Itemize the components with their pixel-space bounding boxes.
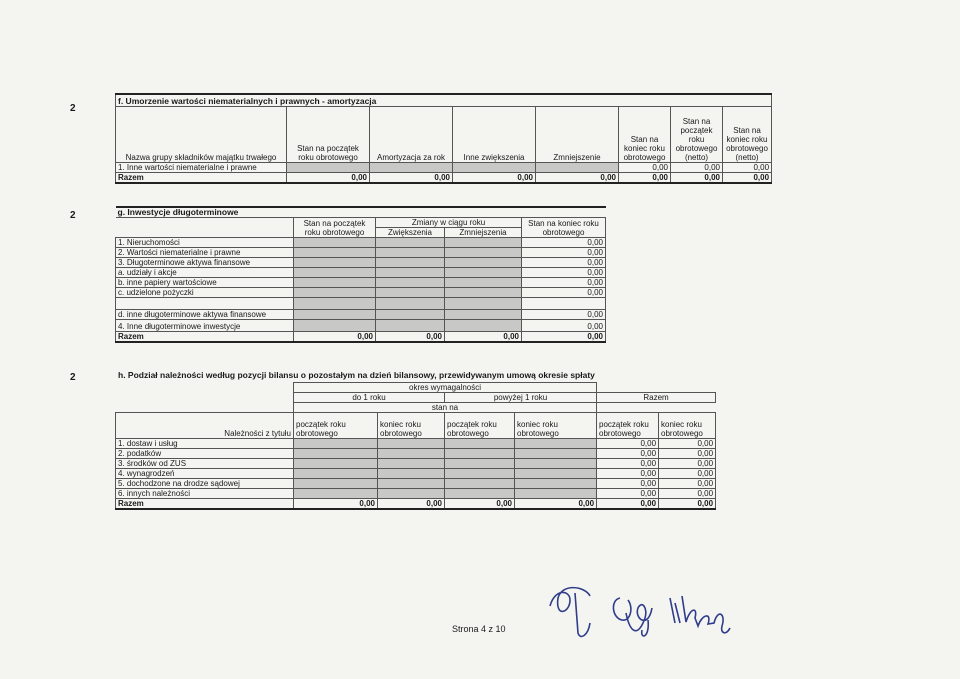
h-col-start-total: początek roku obrotowego [597, 413, 659, 439]
h-header-blank [116, 383, 294, 393]
shaded-cell [376, 320, 445, 332]
f-total-cell: 0,00 [453, 173, 536, 184]
section-f-title: f. Umorzenie wartości niematerialnych i prawnych - amortyzacja [116, 94, 772, 107]
f-col-other-increase: Inne zwiększenia [453, 107, 536, 163]
shaded-cell [445, 439, 515, 449]
shaded-cell [445, 268, 522, 278]
section-h-number: 2 [70, 372, 76, 383]
shaded-cell [294, 489, 378, 499]
f-total-cell: 0,00 [536, 173, 619, 184]
f-cell: 0,00 [619, 163, 671, 173]
g-header-blank [116, 218, 294, 238]
f-cell: 0,00 [723, 163, 772, 173]
receivables-table [115, 382, 716, 510]
g-row-label: 3. Długoterminowe aktywa finansowe [116, 258, 294, 268]
shaded-cell [294, 248, 376, 258]
amortization-table [115, 93, 772, 184]
table-row [116, 479, 716, 489]
h-cell: 0,00 [597, 439, 659, 449]
g-total-cell: 0,00 [522, 332, 606, 343]
g-row-label: d. inne długoterminowe aktywa finansowe [116, 310, 294, 320]
h-cell: 0,00 [659, 489, 716, 499]
shaded-cell [378, 489, 445, 499]
h-cell: 0,00 [597, 489, 659, 499]
h-total-cell: 0,00 [515, 499, 597, 510]
g-total-label: Razem [116, 332, 294, 343]
shaded-cell [294, 288, 376, 298]
shaded-cell [515, 489, 597, 499]
shaded-cell [445, 489, 515, 499]
h-cell: 0,00 [659, 459, 716, 469]
table-row [116, 288, 606, 298]
h-total-cell: 0,00 [659, 499, 716, 510]
h-header-blank [597, 403, 716, 413]
shaded-cell [445, 258, 522, 268]
shaded-cell [376, 238, 445, 248]
table-row [116, 459, 716, 469]
g-cell: 0,00 [522, 238, 606, 248]
page-footer: Strona 4 z 10 [452, 624, 506, 634]
h-total-cell: 0,00 [378, 499, 445, 510]
h-col-end-2: koniec roku obrotowego [515, 413, 597, 439]
shaded-cell [294, 268, 376, 278]
h-cell: 0,00 [659, 479, 716, 489]
g-total-cell: 0,00 [376, 332, 445, 343]
g-cell [522, 298, 606, 310]
long-term-investments-table [115, 206, 606, 343]
h-col-over1: powyżej 1 roku [445, 393, 597, 403]
table-row [116, 489, 716, 499]
shaded-cell [370, 163, 453, 173]
shaded-cell [445, 459, 515, 469]
h-col-label: Należności z tytułu [116, 413, 294, 439]
shaded-cell [378, 469, 445, 479]
g-total-cell: 0,00 [445, 332, 522, 343]
shaded-cell [287, 163, 370, 173]
shaded-cell [515, 459, 597, 469]
section-g-title: g. Inwestycje długoterminowe [116, 207, 606, 218]
table-row-total [116, 332, 606, 343]
h-row-label: 3. środków od ZUS [116, 459, 294, 469]
shaded-cell [445, 449, 515, 459]
handwritten-signature-icon [530, 578, 750, 648]
h-cell: 0,00 [659, 439, 716, 449]
h-header-blank [597, 383, 716, 393]
shaded-cell [376, 268, 445, 278]
g-row-label: a. udziały i akcje [116, 268, 294, 278]
shaded-cell [536, 163, 619, 173]
shaded-cell [445, 248, 522, 258]
shaded-cell [378, 459, 445, 469]
g-cell: 0,00 [522, 258, 606, 268]
shaded-cell [294, 479, 378, 489]
h-total-cell: 0,00 [597, 499, 659, 510]
g-col-decrease: Zmniejszenia [445, 228, 522, 238]
g-row-label [116, 298, 294, 310]
h-row-label: 2. podatków [116, 449, 294, 459]
shaded-cell [453, 163, 536, 173]
shaded-cell [294, 320, 376, 332]
f-row-label: 1. Inne wartości niematerialne i prawne [116, 163, 287, 173]
shaded-cell [515, 479, 597, 489]
h-total-cell: 0,00 [294, 499, 378, 510]
shaded-cell [376, 288, 445, 298]
shaded-cell [445, 310, 522, 320]
f-col-end: Stan na koniec roku obrotowego [619, 107, 671, 163]
shaded-cell [294, 449, 378, 459]
shaded-cell [378, 449, 445, 459]
h-col-start-2: początek roku obrotowego [445, 413, 515, 439]
g-row-label: c. udzielone pożyczki [116, 288, 294, 298]
f-col-decrease: Zmniejszenie [536, 107, 619, 163]
section-f-number: 2 [70, 103, 76, 114]
g-cell: 0,00 [522, 278, 606, 288]
h-total-cell: 0,00 [445, 499, 515, 510]
shaded-cell [376, 248, 445, 258]
shaded-cell [294, 439, 378, 449]
table-row [116, 238, 606, 248]
shaded-cell [294, 459, 378, 469]
g-cell: 0,00 [522, 288, 606, 298]
shaded-cell [294, 258, 376, 268]
table-row [116, 278, 606, 288]
h-cell: 0,00 [597, 479, 659, 489]
shaded-cell [445, 469, 515, 479]
h-cell: 0,00 [659, 469, 716, 479]
f-col-group-name: Nazwa grupy składników majątku trwałego [116, 107, 287, 163]
shaded-cell [294, 310, 376, 320]
f-total-cell: 0,00 [723, 173, 772, 184]
h-row-label: 1. dostaw i usług [116, 439, 294, 449]
f-cell: 0,00 [671, 163, 723, 173]
shaded-cell [294, 298, 376, 310]
f-col-end-net: Stan na koniec roku obrotowego (netto) [723, 107, 772, 163]
table-row-total [116, 173, 772, 184]
h-col-end-1: koniec roku obrotowego [378, 413, 445, 439]
shaded-cell [445, 278, 522, 288]
shaded-cell [515, 439, 597, 449]
shaded-cell [376, 298, 445, 310]
h-row-label: 4. wynagrodzeń [116, 469, 294, 479]
shaded-cell [376, 310, 445, 320]
table-row [116, 310, 606, 320]
shaded-cell [445, 288, 522, 298]
h-cell: 0,00 [597, 459, 659, 469]
g-cell: 0,00 [522, 268, 606, 278]
h-row-label: 6. innych należności [116, 489, 294, 499]
f-total-cell: 0,00 [671, 173, 723, 184]
f-total-cell: 0,00 [370, 173, 453, 184]
h-col-total: Razem [597, 393, 716, 403]
table-row [116, 298, 606, 310]
table-row-total [116, 499, 716, 510]
shaded-cell [378, 479, 445, 489]
f-total-cell: 0,00 [287, 173, 370, 184]
shaded-cell [294, 278, 376, 288]
h-header-blank [116, 393, 294, 403]
g-row-label: 1. Nieruchomości [116, 238, 294, 248]
h-col-state: stan na [294, 403, 597, 413]
section-g-number: 2 [70, 210, 76, 221]
table-row [116, 439, 716, 449]
table-row [116, 469, 716, 479]
f-total-label: Razem [116, 173, 287, 184]
table-row [116, 320, 606, 332]
g-col-end: Stan na koniec roku obrotowego [522, 218, 606, 238]
h-col-end-total: koniec roku obrotowego [659, 413, 716, 439]
h-total-label: Razem [116, 499, 294, 510]
f-col-start-net: Stan na początek roku obrotowego (netto) [671, 107, 723, 163]
shaded-cell [376, 278, 445, 288]
h-cell: 0,00 [659, 449, 716, 459]
section-h-title: h. Podział należności według pozycji bilansu o pozostałym na dzień bilansowy, przewidywanym umową okresie spłaty [118, 370, 595, 380]
g-row-label: b. inne papiery wartościowe [116, 278, 294, 288]
g-row-label: 4. Inne długoterminowe inwestycje [116, 320, 294, 332]
f-col-amortization: Amortyzacja za rok [370, 107, 453, 163]
shaded-cell [445, 320, 522, 332]
shaded-cell [515, 449, 597, 459]
table-row [116, 268, 606, 278]
h-header-blank [116, 403, 294, 413]
g-col-changes: Zmiany w ciągu roku [376, 218, 522, 228]
g-cell: 0,00 [522, 248, 606, 258]
g-col-start: Stan na początek roku obrotowego [294, 218, 376, 238]
g-row-label: 2. Wartości niematerialne i prawne [116, 248, 294, 258]
table-row [116, 258, 606, 268]
table-row [116, 163, 772, 173]
table-row [116, 248, 606, 258]
shaded-cell [445, 479, 515, 489]
shaded-cell [376, 258, 445, 268]
shaded-cell [445, 238, 522, 248]
shaded-cell [378, 439, 445, 449]
h-cell: 0,00 [597, 469, 659, 479]
shaded-cell [445, 298, 522, 310]
table-row [116, 449, 716, 459]
h-col-upto1: do 1 roku [294, 393, 445, 403]
h-col-period: okres wymagalności [294, 383, 597, 393]
g-col-increase: Zwiększenia [376, 228, 445, 238]
g-cell: 0,00 [522, 310, 606, 320]
g-cell: 0,00 [522, 320, 606, 332]
f-col-start: Stan na początek roku obrotowego [287, 107, 370, 163]
f-total-cell: 0,00 [619, 173, 671, 184]
h-cell: 0,00 [597, 449, 659, 459]
h-col-start-1: początek roku obrotowego [294, 413, 378, 439]
shaded-cell [515, 469, 597, 479]
shaded-cell [294, 469, 378, 479]
shaded-cell [294, 238, 376, 248]
h-row-label: 5. dochodzone na drodze sądowej [116, 479, 294, 489]
g-total-cell: 0,00 [294, 332, 376, 343]
